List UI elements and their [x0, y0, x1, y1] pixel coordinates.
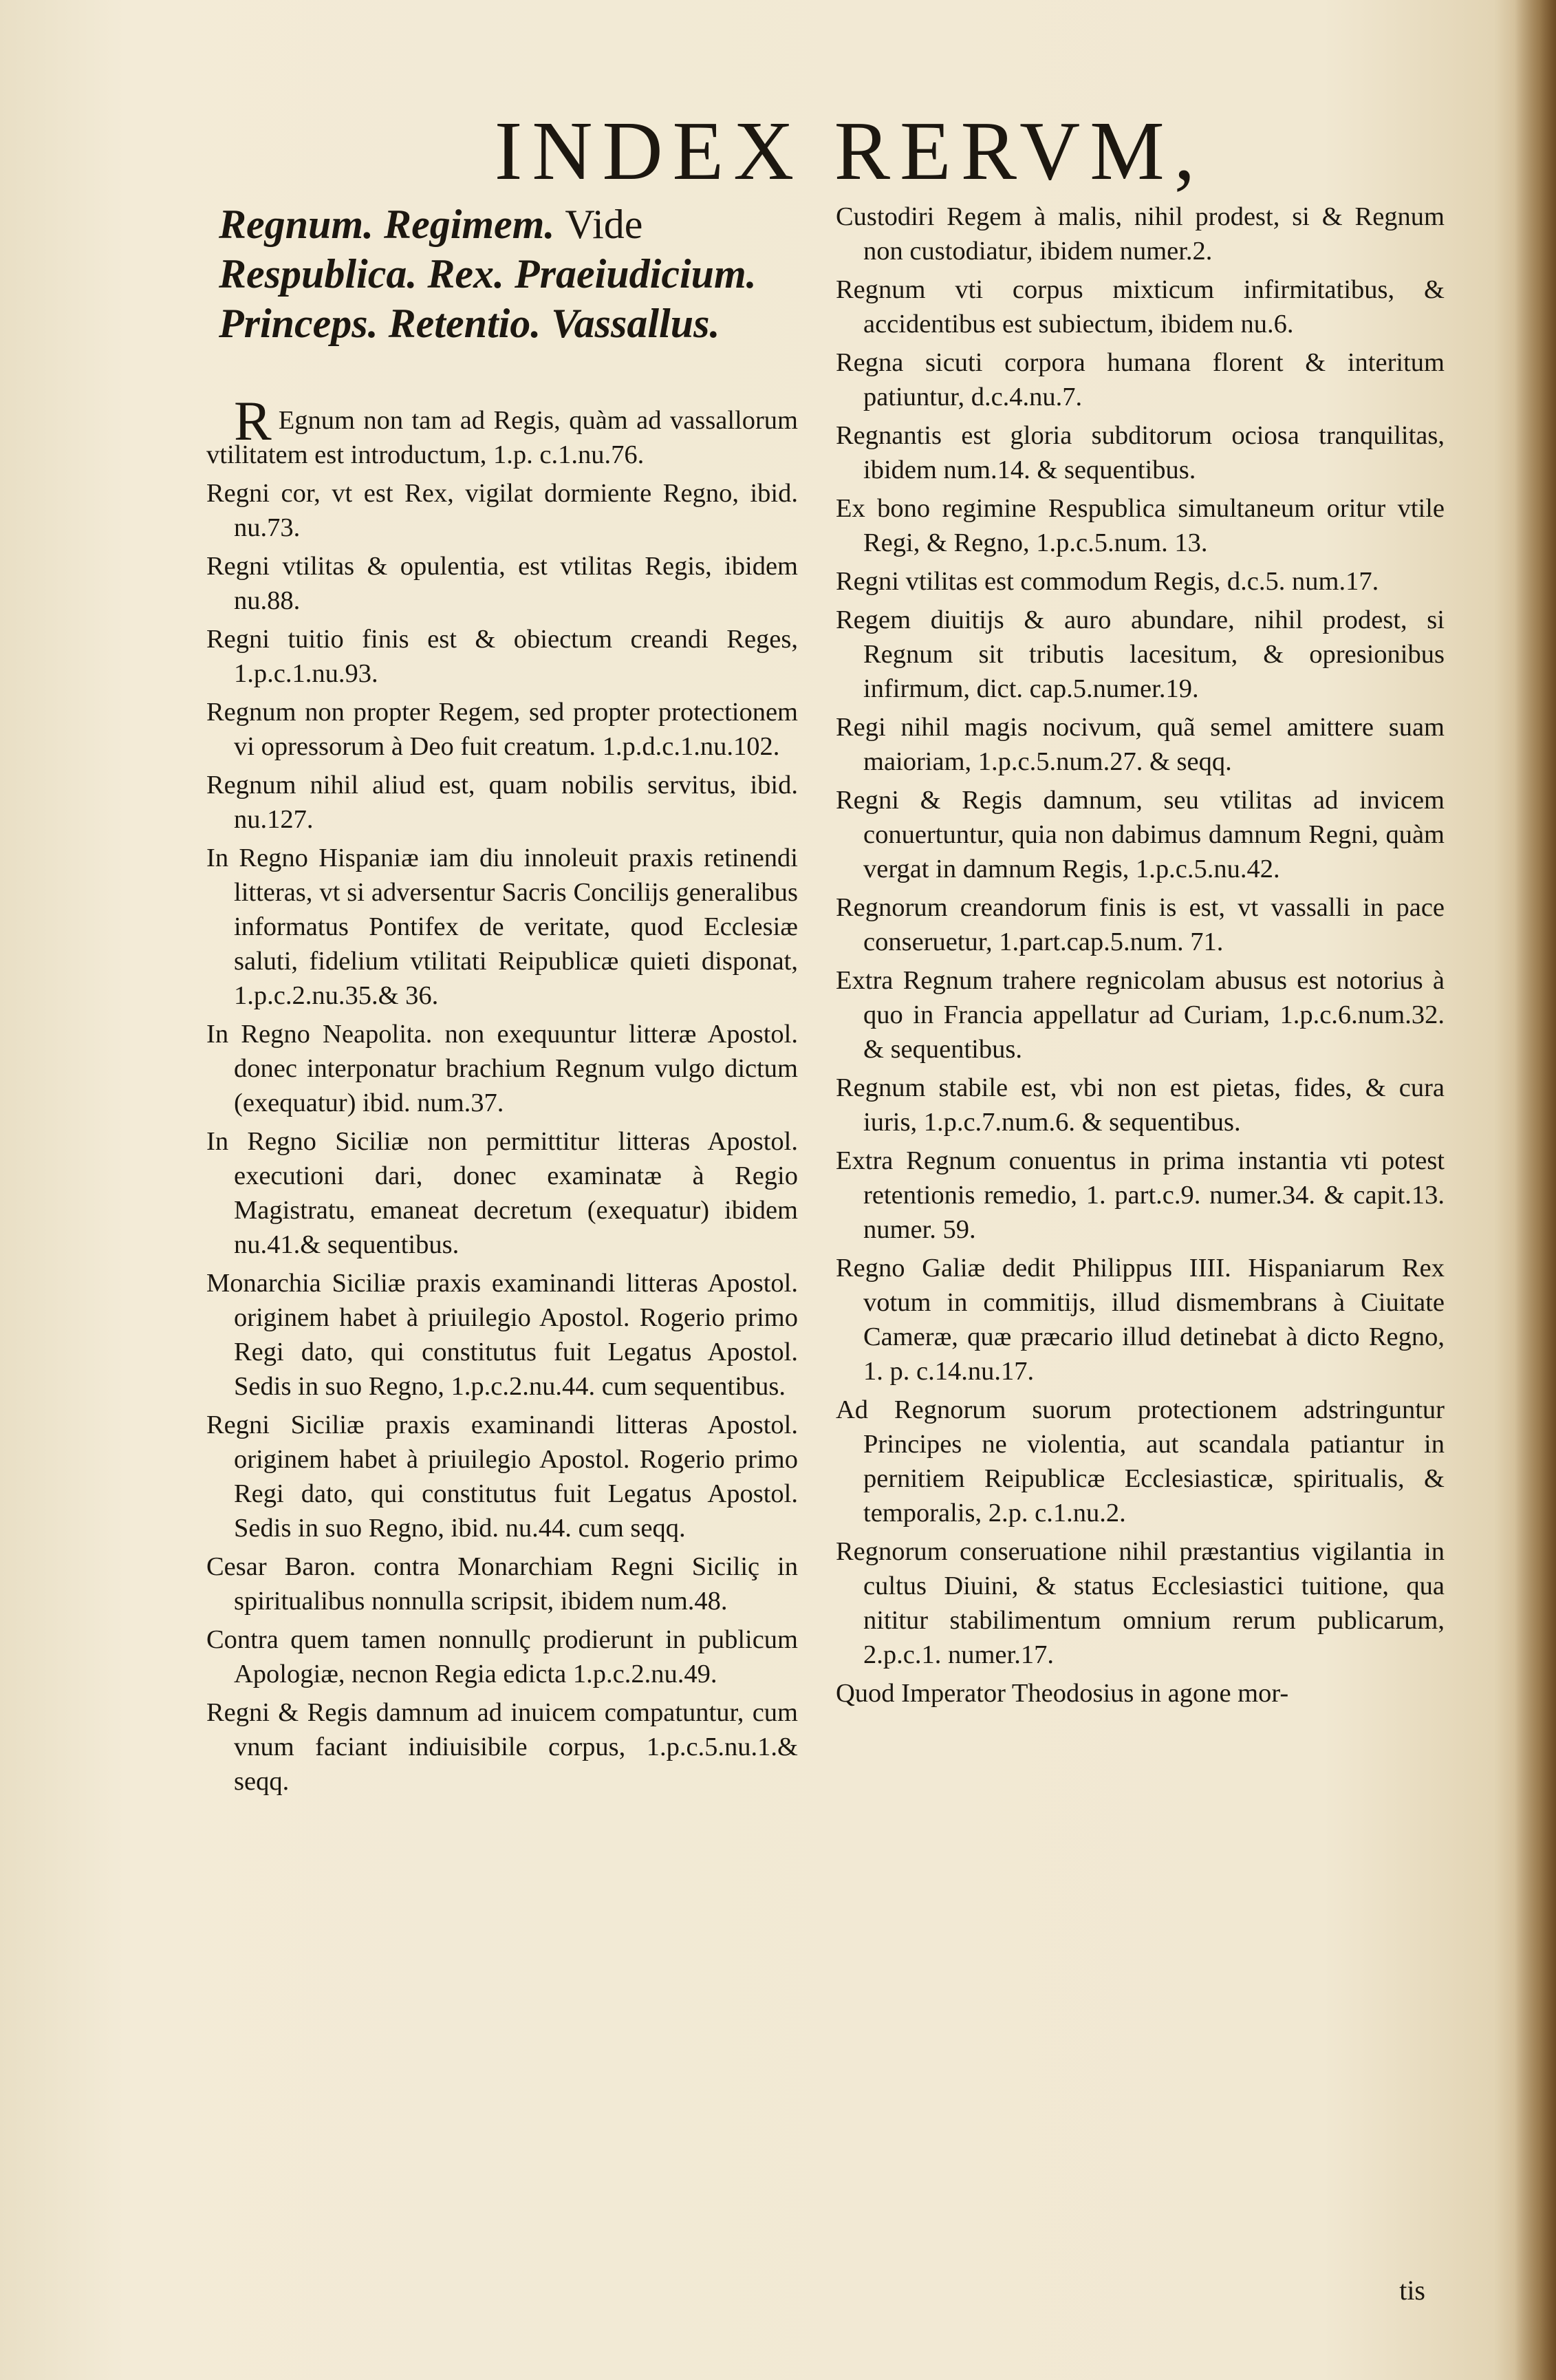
drop-initial: R — [234, 389, 272, 452]
index-entry — [206, 1622, 798, 1691]
index-entry — [836, 418, 1445, 487]
heading-part1: Regnum. Regimem. — [219, 202, 555, 247]
heading-part2: Respublica. Rex. Praeiudicium. Princeps. Retentio. Vassallus. — [219, 251, 757, 346]
entry-text: Regni vtilitas & opulentia, est vtilitas Regis, ibidem nu.88. — [206, 552, 798, 615]
index-entry — [836, 1144, 1445, 1247]
index-entry — [836, 783, 1445, 886]
entry-text: Contra quem tamen nonnullç prodierunt in publicum Apologiæ, necnon Regia edicta 1.p.c.2.nu.49. — [206, 1625, 798, 1688]
index-entry — [836, 963, 1445, 1066]
index-entry — [206, 476, 798, 545]
index-entry — [836, 1251, 1445, 1389]
index-entry — [206, 1550, 798, 1618]
entry-text: Regnorum creandorum finis is est, vt vassalli in pace conseruetur, 1.part.cap.5.num. 71. — [836, 893, 1445, 956]
entry-text: Cesar Baron. contra Monarchiam Regni Siciliç in spiritualibus nonnulla scripsit, ibidem num.48. — [206, 1552, 798, 1616]
index-entry — [836, 1534, 1445, 1672]
entry-text: Regem diuitijs & auro abundare, nihil prodest, si Regnum sit tributis lacesitum, & opresionibus infirmum, dict. cap.5.numer.19. — [836, 605, 1445, 703]
page-edge-shadow — [1515, 0, 1556, 2380]
index-entry — [836, 1071, 1445, 1139]
index-entry — [836, 603, 1445, 706]
index-entry — [836, 491, 1445, 560]
index-entry — [836, 1393, 1445, 1530]
index-entry — [206, 1408, 798, 1545]
entry-text: Quod Imperator Theodosius in agone mor- — [836, 1679, 1289, 1708]
right-entries — [836, 200, 1445, 1711]
index-entry — [206, 622, 798, 691]
index-entry — [836, 890, 1445, 959]
index-entry — [836, 564, 1445, 599]
catchword: tis — [1399, 2275, 1425, 2306]
index-entry — [206, 695, 798, 764]
entry-text: Regnum vti corpus mixticum infirmitatibus, & accidentibus est subiectum, ibidem nu.6. — [836, 275, 1445, 339]
index-entry — [206, 1266, 798, 1404]
running-head: INDEX RERVM, — [494, 105, 1205, 197]
index-entry — [206, 389, 798, 472]
index-entry — [206, 1124, 798, 1262]
entry-text: Custodiri Regem à malis, nihil prodest, si & Regnum non custodiatur, ibidem numer.2. — [836, 202, 1445, 266]
entry-text: Regi nihil magis nocivum, quã semel amittere suam maioriam, 1.p.c.5.num.27. & seqq. — [836, 713, 1445, 776]
right-column — [836, 200, 1445, 1715]
entry-text: Regnum stabile est, vbi non est pietas, fides, & cura iuris, 1.p.c.7.num.6. & sequentibus. — [836, 1073, 1445, 1137]
entry-text: Egnum non tam ad Regis, quàm ad vassallorum vtilitatem est introductum, 1.p. c.1.nu.76. — [206, 406, 798, 469]
index-entry — [836, 710, 1445, 779]
left-column — [206, 200, 798, 1803]
entry-text: Regni Siciliæ praxis examinandi litteras Apostol. originem habet à priuilegio Apostol. Rogerio primo Regi dato, qui constitutus fuit Legatus Apostol. Sedis in suo Regno, ibid. nu.44. cum seqq. — [206, 1411, 798, 1543]
entry-text: Regnorum conseruatione nihil præstantius vigilantia in cultus Diuini, & status Ecclesiastici tuitione, qua nititur stabilimentum omnium rerum publicarum, 2.p.c.1. numer.17. — [836, 1537, 1445, 1669]
entry-text: In Regno Siciliæ non permittitur litteras Apostol. executioni dari, donec examinatæ à Regio Magistratu, emaneat decretum (exequatur) ibidem nu.41.& sequentibus. — [206, 1127, 798, 1259]
entry-text: Regno Galiæ dedit Philippus IIII. Hispaniarum Rex votum in commitijs, illud dismembrans à Ciuitate Cameræ, quæ præcario illud detinebat à dicto Regno, 1. p. c.14.nu.17. — [836, 1254, 1445, 1386]
entry-text: In Regno Neapolita. non exequuntur litteræ Apostol. donec interponatur brachium Regnum vulgo dictum (exequatur) ibid. num.37. — [206, 1020, 798, 1117]
index-entry — [206, 768, 798, 837]
entry-text: Extra Regnum conuentus in prima instantia vti potest retentionis remedio, 1. part.c.9. numer.34. & capit.13. numer. 59. — [836, 1146, 1445, 1244]
entry-text: Ex bono regimine Respublica simultaneum oritur vtile Regi, & Regno, 1.p.c.5.num. 13. — [836, 494, 1445, 557]
entry-text: Regnum non propter Regem, sed propter protectionem vi opressorum à Deo fuit creatum. 1.p.d.c.1.nu.102. — [206, 698, 798, 761]
index-entry — [206, 1017, 798, 1120]
entry-text: Regna sicuti corpora humana florent & interitum patiuntur, d.c.4.nu.7. — [836, 348, 1445, 411]
entry-text: Extra Regnum trahere regnicolam abusus est notorius à quo in Francia appellatur ad Curiam, 1.p.c.6.num.32. & sequentibus. — [836, 966, 1445, 1064]
index-entry — [836, 345, 1445, 414]
entry-text: Monarchia Siciliæ praxis examinandi litteras Apostol. originem habet à priuilegio Apostol. Rogerio primo Regi dato, qui constitutus fuit Legatus Apostol. Sedis in suo Regno, 1.p.c.2.nu.44. cum sequentibus. — [206, 1269, 798, 1401]
heading-vide: Vide — [565, 202, 643, 247]
index-entry — [836, 200, 1445, 268]
entry-text: Regnum nihil aliud est, quam nobilis servitus, ibid. nu.127. — [206, 771, 798, 834]
section-heading — [206, 200, 798, 348]
entry-text: Regni cor, vt est Rex, vigilat dormiente Regno, ibid. nu.73. — [206, 479, 798, 542]
entry-text: Regni tuitio finis est & obiectum creandi Reges, 1.p.c.1.nu.93. — [206, 625, 798, 688]
left-entries — [206, 389, 798, 1799]
entry-text: In Regno Hispaniæ iam diu innoleuit praxis retinendi litteras, vt si adversentur Sacris Concilijs generalibus informatus Pontifex de veritate, quod Ecclesiæ saluti, fidelium vtilitati Reipublicæ quieti disponat, 1.p.c.2.nu.35.& 36. — [206, 844, 798, 1010]
index-entry — [206, 841, 798, 1013]
entry-text: Ad Regnorum suorum protectionem adstringuntur Principes ne violentia, aut scandala patiantur in pernitiem Reipublicæ Ecclesiasticæ, spiritualis, & temporalis, 2.p. c.1.nu.2. — [836, 1395, 1445, 1527]
entry-text: Regni & Regis damnum, seu vtilitas ad invicem conuertuntur, quia non dabimus damnum Regni, quàm vergat in damnum Regis, 1.p.c.5.nu.42. — [836, 786, 1445, 883]
index-entry — [836, 272, 1445, 341]
entry-text: Regni & Regis damnum ad inuicem compatuntur, cum vnum faciant indiuisibile corpus, 1.p.c.5.nu.1.& seqq. — [206, 1698, 798, 1796]
index-entry — [836, 1676, 1445, 1711]
index-entry — [206, 549, 798, 618]
entry-text: Regni vtilitas est commodum Regis, d.c.5. num.17. — [836, 567, 1379, 596]
index-entry — [206, 1695, 798, 1799]
entry-text: Regnantis est gloria subditorum ociosa tranquilitas, ibidem num.14. & sequentibus. — [836, 421, 1445, 484]
